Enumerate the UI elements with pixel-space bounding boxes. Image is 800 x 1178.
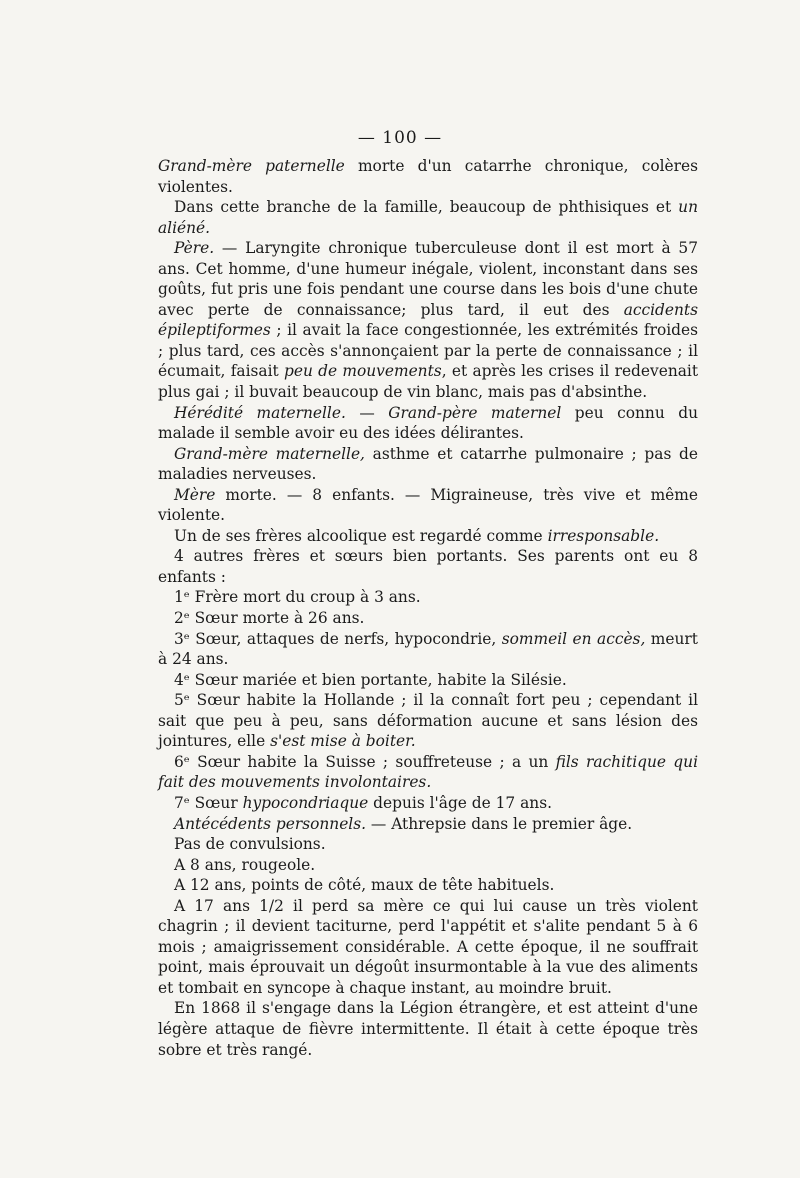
italic-text: Père. [174, 239, 215, 258]
italic-text: sommeil en accès, [501, 629, 646, 648]
text-run: 4 autres frères et sœurs bien portants. Ses parents ont eu 8 enfants : [158, 547, 698, 586]
text-run: asthme et catarrhe pulmonaire ; pas de maladies nerveuses. [158, 444, 698, 484]
italic-text: accidents épileptiformes [158, 300, 698, 340]
paragraph [158, 485, 698, 526]
italic-text: peu de mouvements [283, 362, 442, 381]
text-run: 3ᵉ Sœur, attaques de nerfs, hypocondrie, [174, 629, 502, 648]
text-run: peu connu du malade il semble avoir eu des idées délirantes. [158, 403, 698, 443]
text-run: morte. — 8 enfants. — Migraineuse, très vive et même violente. [158, 485, 698, 525]
text-run: ; il avait la face congestionnée, les extrémités froides ; plus tard, ces accès s'annonçaient par la perte de connaissance ; il écumait, faisait [158, 321, 698, 381]
paragraph [158, 629, 698, 670]
paragraph [158, 875, 698, 896]
text-run: morte d'un catarrhe chronique, colères violentes. [158, 157, 698, 196]
text-run: 2ᵉ Sœur morte à 26 ans. [174, 609, 365, 628]
text-run: depuis l'âge de 17 ans. [368, 793, 552, 812]
italic-text: un aliéné. [158, 198, 698, 237]
italic-text: hypocondriaque [242, 793, 369, 812]
body-text [158, 156, 698, 1060]
italic-text: Grand-mère maternelle, [174, 444, 365, 463]
text-run: Dans cette branche de la famille, beaucoup de phthisiques et [174, 198, 679, 217]
paragraph [158, 156, 698, 197]
paragraph [158, 814, 698, 835]
text-run: 1ᵉ Frère mort du croup à 3 ans. [174, 588, 421, 607]
italic-text: Antécédents personnels. [174, 814, 367, 833]
italic-text: Grand-mère paternelle [158, 157, 345, 175]
italic-text: Grand-père maternel [388, 403, 562, 422]
paragraph [158, 587, 698, 608]
paragraph [158, 834, 698, 855]
paragraph [158, 608, 698, 629]
text-run: — Athrepsie dans le premier âge. [366, 814, 633, 833]
text-run: , et après les crises il redevenait plus gai ; il buvait beaucoup de vin blanc, mais pas d'absinthe. [158, 362, 699, 402]
text-run: 4ᵉ Sœur mariée et bien portante, habite la Silésie. [174, 670, 567, 689]
italic-text: irresponsable. [547, 526, 660, 545]
paragraph [158, 690, 698, 752]
text-run: En 1868 il s'engage dans la Légion étrangère, et est atteint d'une légère attaque de fièvre intermittente. Il était à cette époque très sobre et très rangé. [158, 999, 698, 1059]
italic-text: fils rachitique qui fait des mouvements involontaires. [158, 752, 698, 792]
italic-text: Mère [174, 485, 216, 504]
text-run: — [345, 403, 389, 422]
text-run: meurt à 24 ans. [158, 629, 698, 669]
text-run: 5ᵉ Sœur habite la Hollande ; il la connaît fort peu ; cependant il sait que peu à peu, sans déformation aucune et sans lésion des jointures, elle [158, 691, 698, 751]
text-run: A 17 ans 1/2 il perd sa mère ce qui lui cause un très violent chagrin ; il devient taciturne, perd l'appétit et s'alite pendant 5 à 6 mois ; amaigrissement considérable. A cette époque, il ne souffrait point, mais éprouvait un dégoût insurmontable à la vue des aliments et tombait en syncope à chaque instant, au moindre bruit. [158, 896, 698, 997]
text-run: Un de ses frères alcoolique est regardé comme [174, 526, 548, 545]
text-run: 7ᵉ Sœur [174, 793, 243, 812]
page-number: — 100 — [357, 128, 443, 148]
paragraph [158, 793, 698, 814]
paragraph [158, 403, 698, 444]
paragraph [158, 526, 698, 547]
text-run: — Laryngite chronique tuberculeuse dont il est mort à 57 ans. Cet homme, d'une humeur inégale, violent, inconstant dans ses goûts, fut pris une fois pendant une course dans les bois d'une chute avec perte de connaissance; plus tard, il eut des [158, 239, 698, 319]
text-run: A 8 ans, rougeole. [174, 855, 316, 874]
italic-text: Hérédité maternelle. [174, 403, 346, 422]
paragraph [158, 855, 698, 876]
text-run: Pas de convulsions. [174, 835, 326, 854]
paragraph [158, 238, 698, 402]
italic-text: s'est mise à boiter. [270, 732, 416, 751]
text-run: A 12 ans, points de côté, maux de tête habituels. [174, 876, 555, 895]
paragraph [158, 546, 698, 587]
text-run: 6ᵉ Sœur habite la Suisse ; souffreteuse ; a un [174, 752, 556, 771]
paragraph [158, 752, 698, 793]
paragraph [158, 444, 698, 485]
paragraph [158, 998, 698, 1060]
paragraph [158, 896, 698, 999]
paragraph [158, 197, 698, 238]
paragraph [158, 670, 698, 691]
